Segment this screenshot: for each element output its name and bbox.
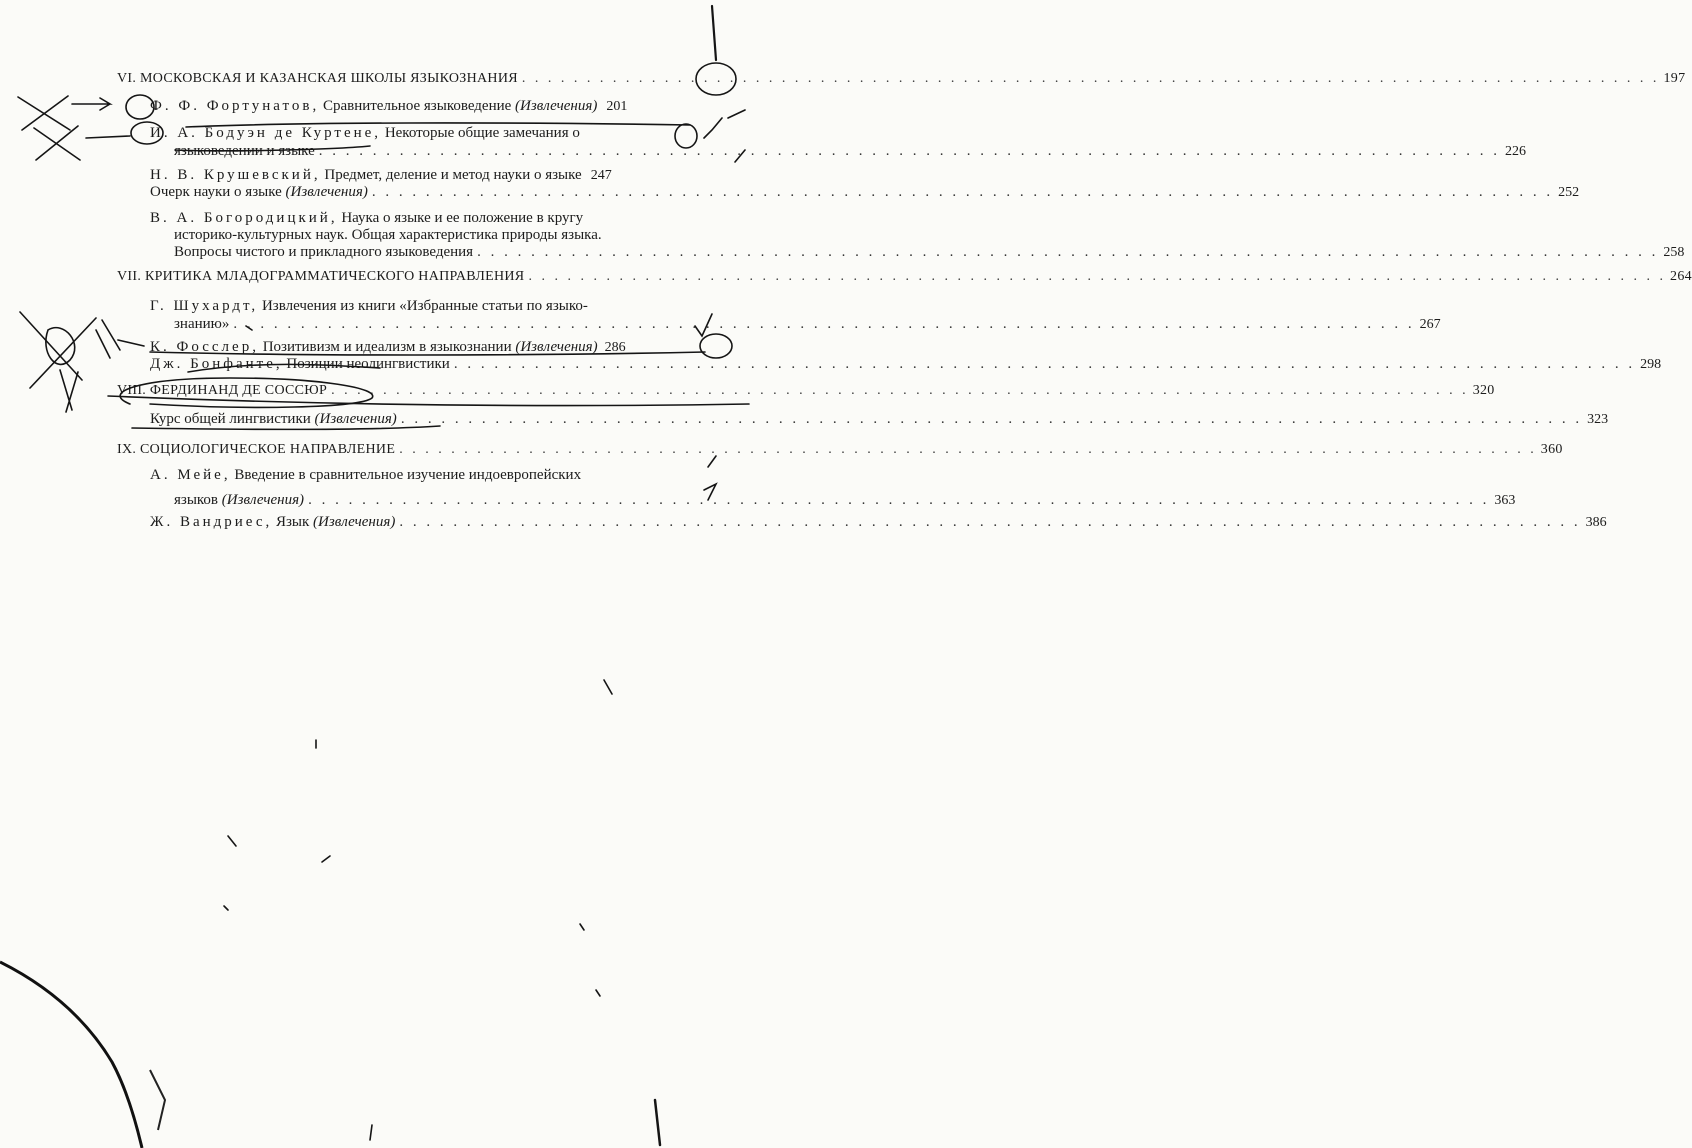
entry-author: Ф. Ф. Фортунатов, bbox=[150, 98, 320, 114]
section-title: МОСКОВСКАЯ И КАЗАНСКАЯ ШКОЛЫ ЯЗЫКОЗНАНИЯ bbox=[140, 71, 518, 86]
entry-note: (Извлечения) bbox=[285, 184, 368, 200]
page-number: 363 bbox=[1494, 493, 1516, 508]
page-number: 320 bbox=[1472, 383, 1495, 398]
entry-title: Очерк науки о языке bbox=[150, 184, 282, 200]
leader-dots bbox=[477, 243, 1658, 261]
toc-entry-bogoroditsky[interactable] bbox=[150, 209, 583, 227]
page-number: 197 bbox=[1663, 71, 1686, 86]
entry-title: Введение в сравнительное изучение индоевропейских bbox=[234, 467, 582, 483]
section-title: ФЕРДИНАНД ДЕ СОССЮР bbox=[149, 383, 328, 398]
entry-author: Ж. Вандриес, bbox=[150, 514, 273, 530]
toc-entry-fortunatov[interactable] bbox=[150, 97, 697, 116]
toc-entry-bonfante[interactable] bbox=[150, 355, 1662, 374]
entry-title: языковедении и языке bbox=[174, 143, 315, 159]
entry-title: Некоторые общие замечания о bbox=[384, 125, 580, 141]
entry-title: Позитивизм и идеализм в языкознании bbox=[262, 339, 512, 355]
page-number: 267 bbox=[1419, 317, 1441, 332]
entry-author: В. А. Богородицкий, bbox=[150, 210, 338, 226]
toc-section-7[interactable] bbox=[117, 268, 1692, 286]
leader-dots bbox=[528, 268, 1666, 286]
entry-author: А. Мейе, bbox=[150, 467, 231, 483]
leader-dots bbox=[399, 513, 1580, 531]
page-number: 323 bbox=[1587, 412, 1609, 427]
leader-dots bbox=[372, 183, 1553, 201]
page-number: 247 bbox=[590, 168, 612, 183]
entry-title: Позиции неолингвистики bbox=[286, 356, 450, 372]
entry-note: (Извлечения) bbox=[515, 339, 598, 355]
toc-entry-saussure[interactable] bbox=[150, 410, 1609, 429]
toc-section-9[interactable] bbox=[117, 441, 1563, 459]
toc-entry-meillet-cont[interactable] bbox=[174, 491, 1516, 510]
leader-dots bbox=[522, 70, 1660, 88]
page-number: 264 bbox=[1670, 269, 1692, 284]
toc-entry-vendryes[interactable] bbox=[150, 513, 1607, 532]
leader-dots bbox=[233, 315, 1414, 333]
page-number: 360 bbox=[1540, 442, 1563, 457]
leader-dots bbox=[331, 382, 1469, 400]
leader-dots bbox=[401, 410, 1582, 428]
section-numeral: VII. bbox=[117, 269, 142, 284]
entry-title: Вопросы чистого и прикладного языковедения bbox=[174, 244, 474, 260]
leader-dots bbox=[319, 142, 1500, 160]
leader-dots bbox=[454, 355, 1635, 373]
entry-title: языков bbox=[174, 492, 219, 508]
entry-note: (Извлечения) bbox=[314, 411, 397, 427]
section-numeral: IX. bbox=[117, 442, 137, 457]
page-number: 226 bbox=[1505, 144, 1527, 159]
toc-entry-bogoroditsky-cont bbox=[174, 226, 602, 244]
page-number: 258 bbox=[1663, 245, 1685, 260]
toc-entry-bogoroditsky-cont2[interactable] bbox=[174, 243, 1685, 262]
entry-title: Извлечения из книги «Избранные статьи по языко- bbox=[261, 298, 588, 314]
section-numeral: VI. bbox=[117, 71, 137, 86]
entry-title: Сравнительное языковедение bbox=[322, 98, 512, 114]
page-number: 201 bbox=[606, 99, 628, 114]
entry-title: историко-культурных наук. Общая характеристика природы языка. bbox=[174, 227, 602, 243]
entry-note: (Извлечения) bbox=[313, 514, 396, 530]
section-title: СОЦИОЛОГИЧЕСКОЕ НАПРАВЛЕНИЕ bbox=[140, 442, 396, 457]
entry-author: Дж. Бонфанте, bbox=[150, 356, 283, 372]
toc-entry-baudouin-cont[interactable] bbox=[174, 142, 1527, 161]
leader-dots bbox=[308, 491, 1489, 509]
toc-entry-schuchardt[interactable] bbox=[150, 297, 588, 315]
toc-entry-meillet[interactable] bbox=[150, 466, 581, 484]
section-title: КРИТИКА МЛАДОГРАММАТИЧЕСКОГО НАПРАВЛЕНИЯ bbox=[144, 269, 525, 284]
entry-title: Наука о языке и ее положение в кругу bbox=[341, 210, 584, 226]
entry-title: Курс общей лингвистики bbox=[150, 411, 311, 427]
page-number: 252 bbox=[1558, 185, 1580, 200]
entry-author: Н. В. Крушевский, bbox=[150, 167, 321, 183]
toc-section-6[interactable] bbox=[117, 70, 1686, 88]
page-number: 386 bbox=[1585, 515, 1607, 530]
page-number: 286 bbox=[604, 340, 626, 355]
entry-title: Язык bbox=[275, 514, 310, 530]
section-numeral: VIII. bbox=[117, 383, 147, 398]
page-number: 298 bbox=[1640, 357, 1662, 372]
toc-section-8[interactable] bbox=[117, 382, 1495, 400]
leader-dots bbox=[399, 441, 1537, 459]
toc-entry-schuchardt-cont[interactable] bbox=[174, 315, 1441, 334]
entry-note: (Извлечения) bbox=[515, 98, 598, 114]
toc-entry-krushevsky-2[interactable] bbox=[150, 183, 1580, 202]
entry-author: К. Фосслер, bbox=[150, 339, 259, 355]
entry-author: И. А. Бодуэн де Куртене, bbox=[150, 125, 382, 141]
entry-author: Г. Шухардт, bbox=[150, 298, 259, 314]
toc-entry-baudouin[interactable] bbox=[150, 124, 580, 142]
entry-title: знанию» bbox=[174, 316, 230, 332]
entry-note: (Извлечения) bbox=[221, 492, 305, 508]
entry-title: Предмет, деление и метод науки о языке bbox=[324, 167, 582, 183]
